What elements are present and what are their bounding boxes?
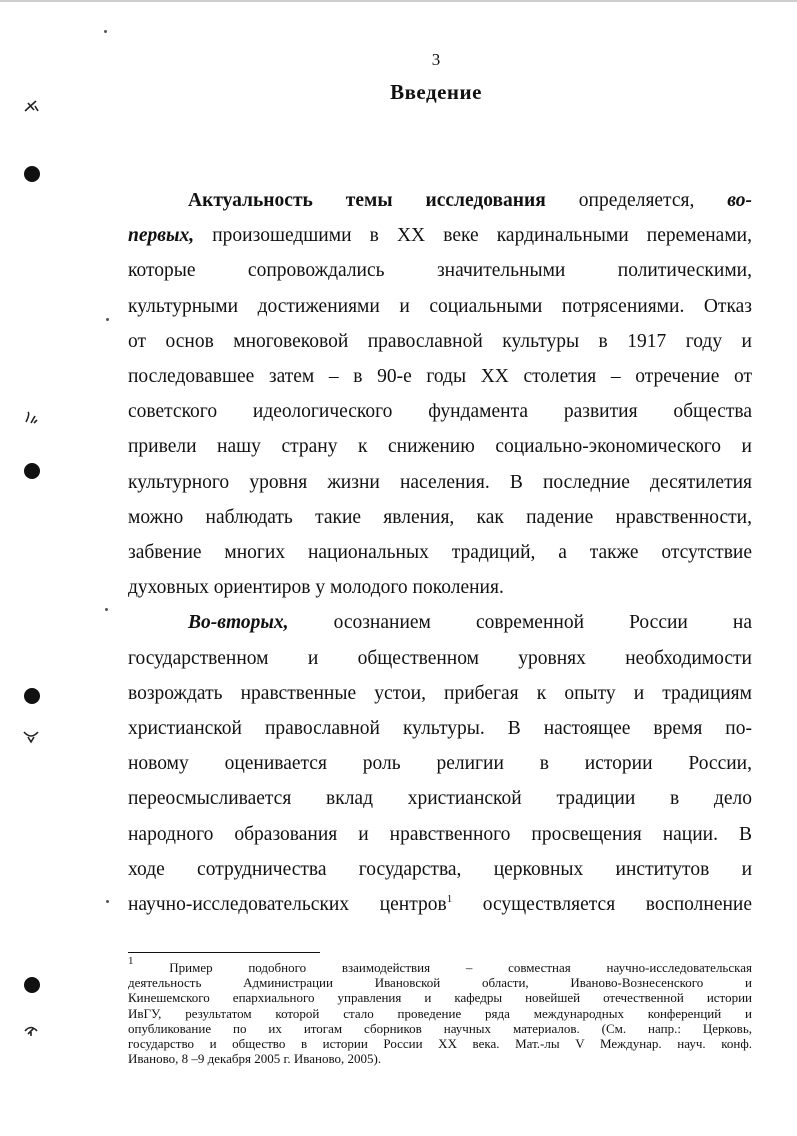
text-line: от основ многовековой православной культуры в 1917 году и <box>128 330 752 352</box>
text-line <box>128 887 752 922</box>
text-line <box>128 183 752 218</box>
text-run: осуществляется восполнение <box>452 894 753 916</box>
text-line: культурного уровня жизни населения. В последние десятилетия <box>128 471 752 493</box>
footnote-line: ИвГУ, результатом которой стало проведение ряда международных конференций и <box>128 1005 752 1021</box>
text-line: которые сопровождались значительными политическими, <box>128 260 752 282</box>
footnote-line: деятельность Администрации Ивановской области, Иваново-Вознесенского и <box>128 975 752 991</box>
scan-speck <box>105 608 108 611</box>
text-line: можно наблюдать такие явления, как падение нравственности, <box>128 506 752 528</box>
text-line: народного образования и нравственного просвещения нации. В <box>128 823 752 845</box>
scan-speck <box>104 30 107 33</box>
margin-mark-icon <box>22 410 40 426</box>
emphasis-italic: первых, <box>128 225 195 247</box>
punch-hole <box>24 463 40 479</box>
text-run: определяется, <box>545 190 728 211</box>
footnote-ref[interactable]: 1 <box>446 893 453 906</box>
page-number: 3 <box>431 50 441 69</box>
text-line: забвение многих национальных традиций, а также отсутствие <box>128 542 752 564</box>
scan-top-edge <box>0 0 797 2</box>
text-line: государственном и общественном уровнях необходимости <box>128 647 752 669</box>
text-run: научно-исследовательских центров <box>128 894 447 916</box>
main-text <box>128 183 752 922</box>
footnote-marker: 1 <box>128 955 134 967</box>
text-run: осознанием современной России на <box>288 612 752 634</box>
emphasis-bold: Актуальность темы исследования <box>188 190 546 211</box>
text-line: возрождать нравственные устои, прибегая к опыту и традициям <box>128 682 752 704</box>
punch-hole <box>24 977 40 993</box>
text-line: духовных ориентиров у молодого поколения. <box>128 577 504 599</box>
text-line: новому оценивается роль религии в истории России, <box>128 753 752 775</box>
text-line: советского идеологического фундамента развития общества <box>128 401 752 423</box>
emphasis-italic: во- <box>727 190 752 211</box>
text-line: последовавшее затем – в 90-е годы XX столетия – отречение от <box>128 366 752 388</box>
text-line: привели нашу страну к снижению социально-экономического и <box>128 436 752 458</box>
emphasis-italic: Во-вторых, <box>188 612 289 634</box>
text-line <box>128 218 752 253</box>
text-line: ходе сотрудничества государства, церковных институтов и <box>128 858 752 880</box>
text-line: культурными достижениями и социальными потрясениями. Отказ <box>128 295 752 317</box>
punch-hole <box>24 688 40 704</box>
punch-hole <box>24 166 40 182</box>
text-run: произошедшими в XX веке кардинальными переменами, <box>194 225 752 247</box>
footnote-separator <box>128 952 320 953</box>
footnote-line: опубликование по их итогам сборников научных материалов. (См. напр.: Церковь, <box>128 1020 752 1036</box>
footnote-line: Кинешемского епархиального управления и кафедры новейшей отечественной истории <box>128 990 752 1006</box>
page-title: Введение <box>390 80 482 104</box>
footnote <box>128 955 752 1067</box>
footnote-line <box>128 955 752 975</box>
margin-mark-icon <box>22 1022 40 1038</box>
scan-speck <box>106 318 109 321</box>
text-line: переосмысливается вклад христианской традиции в дело <box>128 788 752 810</box>
text-run: Пример подобного взаимодействия – совместная научно-исследовательская <box>133 960 752 975</box>
text-line: христианской православной культуры. В настоящее время по- <box>128 718 752 740</box>
footnote-line: Иваново, 8 –9 декабря 2005 г. Иваново, 2005). <box>128 1051 382 1067</box>
scan-speck <box>106 900 109 903</box>
margin-mark-icon <box>22 728 40 744</box>
footnote-line: государство и общество в истории России XX века. Мат.-лы V Междунар. науч. конф. <box>128 1036 752 1052</box>
text-line <box>128 605 752 640</box>
